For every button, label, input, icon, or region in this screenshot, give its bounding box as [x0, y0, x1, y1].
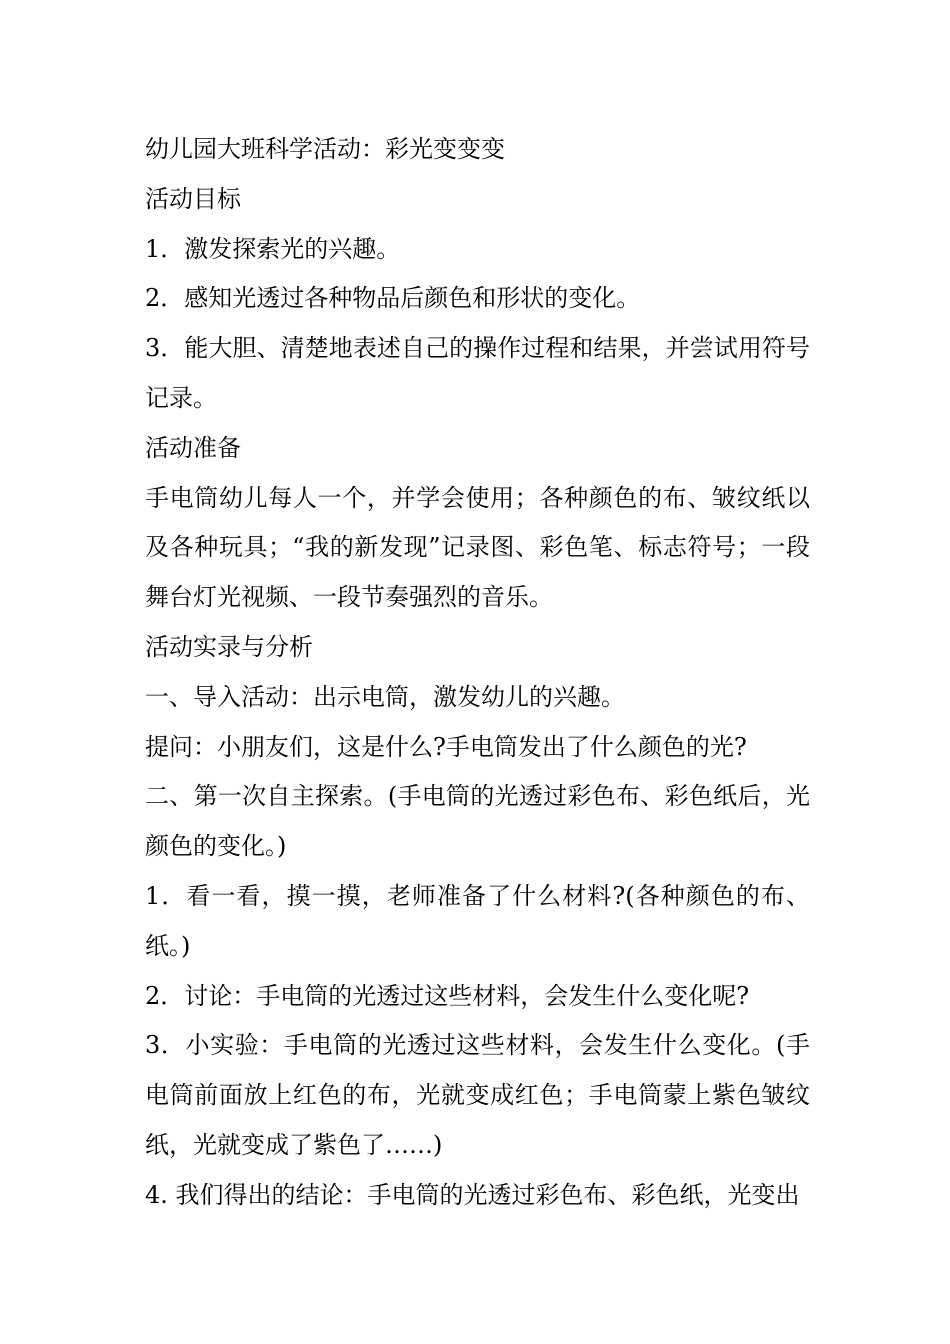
step-heading-2: 二、第一次自主探索。(手电筒的光透过彩色布、彩色纸后，光颜色的变化。) — [145, 782, 810, 861]
question-paragraph: 提问：小朋友们，这是什么?手电筒发出了什么颜色的光? — [145, 732, 747, 761]
step-heading-1: 一、导入活动：出示电筒，激发幼儿的兴趣。 — [145, 682, 625, 711]
step-item-3: 3．小实验：手电筒的光透过这些材料，会发生什么变化。(手电筒前面放上红色的布，光就变成红色；手电筒蒙上紫色皱纹纸，光就变成了紫色了……) — [145, 1031, 810, 1159]
section-heading-goals: 活动目标 — [145, 184, 241, 213]
step-item-2: 2．讨论：手电筒的光透过这些材料，会发生什么变化呢? — [145, 981, 750, 1010]
step-item-1: 1．看一看，摸一摸，老师准备了什么材料?(各种颜色的布、纸。) — [145, 881, 810, 960]
step-item-4: 4. 我们得出的结论：手电筒的光透过彩色布、彩色纸，光变出 — [145, 1180, 800, 1209]
goal-item-1: 1．激发探索光的兴趣。 — [145, 234, 401, 263]
goal-item-3: 3．能大胆、清楚地表述自己的操作过程和结果，并尝试用符号记录。 — [145, 334, 810, 412]
section-heading-preparation: 活动准备 — [145, 433, 241, 462]
section-heading-record: 活动实录与分析 — [145, 632, 313, 661]
preparation-paragraph: 手电筒幼儿每人一个，并学会使用；各种颜色的布、皱纹纸以及各种玩具；“我的新发现”记录图、彩色笔、标志符号；一段舞台灯光视频、一段节奏强烈的音乐。 — [145, 483, 810, 612]
document-title: 幼儿园大班科学活动：彩光变变变 — [145, 135, 505, 163]
goal-item-2: 2．感知光透过各种物品后颜色和形状的变化。 — [145, 284, 641, 313]
document-body — [145, 125, 810, 1221]
